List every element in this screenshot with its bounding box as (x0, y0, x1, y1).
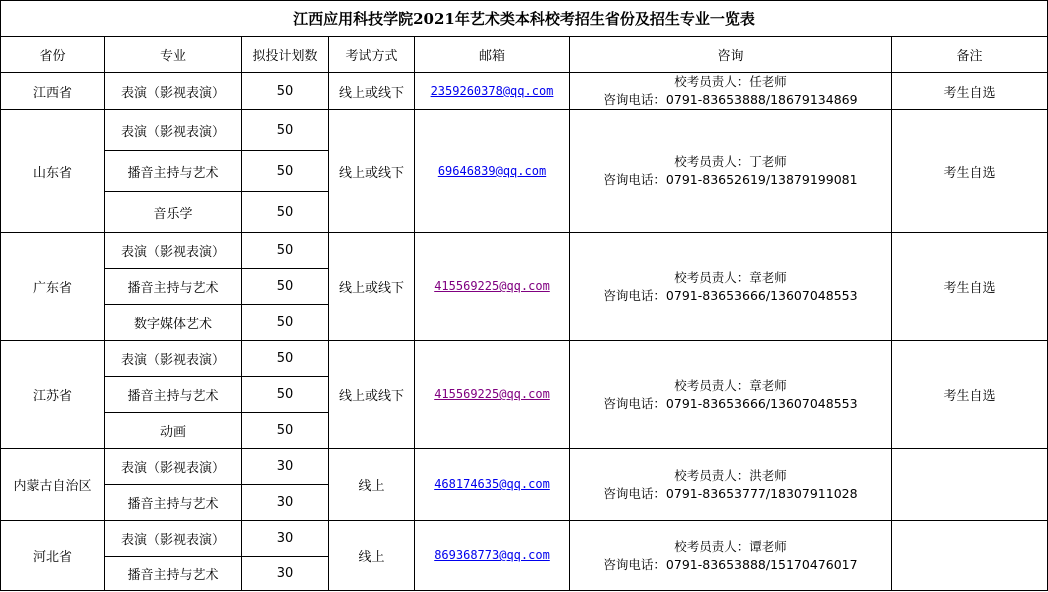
consult-phone: 咨询电话：0791-83653777/18307911028 (603, 485, 858, 501)
header-exam-mode: 考试方式 (329, 37, 415, 73)
plan-cell: 50 (242, 341, 329, 377)
plan-cell: 50 (242, 377, 329, 413)
email-link[interactable]: 869368773@qq.com (434, 548, 550, 562)
major-cell: 音乐学 (105, 192, 242, 233)
header-row (1, 37, 1048, 73)
major-cell: 播音主持与艺术 (105, 151, 242, 192)
major-cell: 数字媒体艺术 (105, 305, 242, 341)
province-cell: 江苏省 (1, 341, 105, 449)
table-row (1, 341, 1048, 377)
consult-phone: 咨询电话：0791-83653888/15170476017 (603, 556, 858, 572)
header-province: 省份 (1, 37, 105, 73)
major-cell: 播音主持与艺术 (105, 377, 242, 413)
plan-cell: 30 (242, 485, 329, 521)
table-row (1, 449, 1048, 485)
exam-mode-cell: 线上或线下 (329, 341, 415, 449)
header-major: 专业 (105, 37, 242, 73)
plan-cell: 50 (242, 151, 329, 192)
table-row (1, 521, 1048, 557)
table-row (1, 73, 1048, 110)
remark-cell (892, 521, 1048, 591)
table-title: 江西应用科技学院2021年艺术类本科校考招生省份及招生专业一览表 (1, 1, 1048, 37)
major-cell: 播音主持与艺术 (105, 269, 242, 305)
major-cell: 播音主持与艺术 (105, 557, 242, 591)
exam-mode-cell: 线上 (329, 449, 415, 521)
plan-cell: 50 (242, 413, 329, 449)
consult-person: 校考员责人：谭老师 (674, 538, 787, 554)
province-cell: 广东省 (1, 233, 105, 341)
province-cell: 江西省 (1, 73, 105, 110)
email-link[interactable]: 415569225@qq.com (434, 387, 550, 401)
consult-phone: 咨询电话：0791-83653666/13607048553 (603, 395, 858, 411)
major-cell: 表演（影视表演） (105, 341, 242, 377)
email-link[interactable]: 468174635@qq.com (434, 477, 550, 491)
plan-cell: 50 (242, 233, 329, 269)
header-consult: 咨询 (570, 37, 892, 73)
major-cell: 表演（影视表演） (105, 449, 242, 485)
consult-cell (570, 233, 892, 341)
remark-cell: 考生自选 (892, 233, 1048, 341)
major-cell: 动画 (105, 413, 242, 449)
major-cell: 表演（影视表演） (105, 521, 242, 557)
major-cell: 表演（影视表演） (105, 73, 242, 110)
email-link[interactable]: 69646839@qq.com (437, 163, 547, 178)
consult-cell (570, 521, 892, 591)
consult-phone: 咨询电话：0791-83652619/13879199081 (603, 172, 858, 187)
header-remark: 备注 (892, 37, 1048, 73)
header-email: 邮箱 (415, 37, 570, 73)
plan-cell: 50 (242, 269, 329, 305)
major-cell: 播音主持与艺术 (105, 485, 242, 521)
consult-cell (570, 449, 892, 521)
email-cell (415, 341, 570, 449)
remark-cell: 考生自选 (892, 341, 1048, 449)
remark-cell: 考生自选 (892, 73, 1048, 110)
major-cell: 表演（影视表演） (105, 110, 242, 151)
header-plan: 拟投计划数 (242, 37, 329, 73)
consult-phone: 咨询电话：0791-83653888/18679134869 (603, 92, 858, 107)
remark-cell (892, 449, 1048, 521)
plan-cell: 50 (242, 73, 329, 110)
email-cell (415, 521, 570, 591)
province-cell: 内蒙古自治区 (1, 449, 105, 521)
consult-person: 校考员责人：章老师 (674, 377, 787, 393)
table-row (1, 110, 1048, 151)
exam-mode-cell: 线上或线下 (329, 110, 415, 233)
consult-person: 校考员责人：洪老师 (674, 467, 787, 483)
province-cell: 河北省 (1, 521, 105, 591)
consult-phone: 咨询电话：0791-83653666/13607048553 (603, 287, 858, 303)
remark-cell: 考生自选 (892, 110, 1048, 233)
email-cell (415, 233, 570, 341)
email-cell (415, 73, 570, 110)
plan-cell: 50 (242, 110, 329, 151)
email-cell (415, 110, 570, 233)
consult-person: 校考员责人：丁老师 (674, 154, 787, 169)
consult-cell (570, 341, 892, 449)
consult-person: 校考员责人：任老师 (674, 74, 787, 89)
consult-cell (570, 73, 892, 110)
email-cell (415, 449, 570, 521)
exam-mode-cell: 线上或线下 (329, 233, 415, 341)
email-link[interactable]: 415569225@qq.com (434, 279, 550, 293)
email-link[interactable]: 2359260378@qq.com (430, 83, 554, 98)
consult-person: 校考员责人：章老师 (674, 269, 787, 285)
major-cell: 表演（影视表演） (105, 233, 242, 269)
exam-mode-cell: 线上或线下 (329, 73, 415, 110)
province-cell: 山东省 (1, 110, 105, 233)
plan-cell: 30 (242, 449, 329, 485)
plan-cell: 50 (242, 305, 329, 341)
plan-cell: 30 (242, 557, 329, 591)
exam-mode-cell: 线上 (329, 521, 415, 591)
table-row (1, 233, 1048, 269)
consult-cell (570, 110, 892, 233)
plan-cell: 50 (242, 192, 329, 233)
plan-cell: 30 (242, 521, 329, 557)
